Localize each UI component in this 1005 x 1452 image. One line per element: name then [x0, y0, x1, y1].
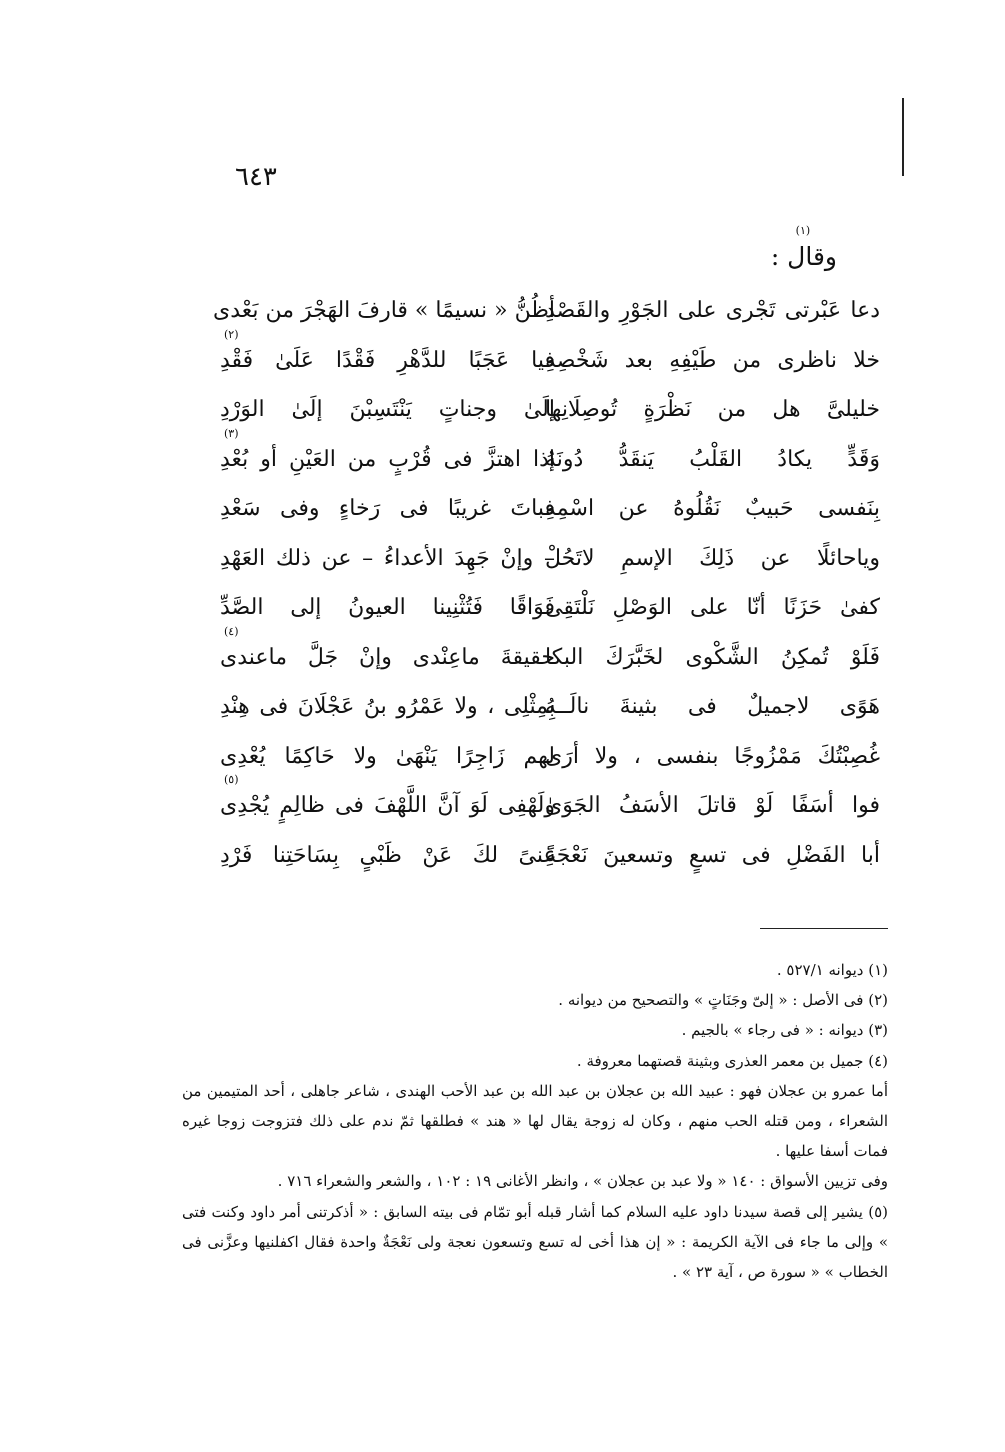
verse-first-hemistich: خلا ناظرى من طَيْفِهِ بعد شَخْصِهِ: [545, 347, 880, 373]
verse-second-hemistich: بِمِثْلِى ، ولا عَمْرُو بنُ عَجْلَانَ فى هِنْدِ: [220, 694, 555, 719]
footnote: (٣) ديوانه : « فى رجاء » بالجيم .: [681, 1021, 888, 1040]
verse-line: [150, 686, 880, 736]
verse-line: [150, 587, 880, 637]
verse-second-hemistich: إلَىٰ وجناتٍ يَنْتَسِبْنَ إلَىٰ الوَرْدِ: [220, 397, 555, 422]
verse-line: [150, 835, 880, 885]
verse-first-hemistich: كفىٰ حَزَنًا أنّا على الوَصْلِ نَلْتَقِى: [545, 595, 880, 620]
verse-first-hemistich: وياحائلًا عن ذَلِكَ الإسمِ لاتَحُلْ: [545, 545, 880, 571]
intro-text: وقال :: [770, 242, 837, 271]
footnote-marker: (٤): [224, 624, 239, 638]
intro-footnote-ref: (١): [795, 224, 811, 237]
footnote-marker: (٥): [224, 773, 239, 786]
margin-rule: [902, 98, 904, 176]
verse-first-hemistich: هَوًى لاجميلٌ فى بثينةَ نالَــهُ: [545, 694, 880, 719]
verse-first-hemistich: أبا الفَضْلِ فى تسعٍ وتسعينَ نَعْجَةً: [545, 842, 880, 868]
footnote-marker: (٢): [224, 327, 239, 341]
verse-second-hemistich: غِنىً لكَ عَنْ ظَبْىٍ بِسَاحَتِنا فَرْدِ: [220, 842, 555, 868]
footnote: (٢) فى الأصل : « إلىّ وجَنَاتٍ » والتصحيح من ديوانه .: [558, 991, 888, 1010]
footnote: (١) ديوانه ٥٢٧/١ .: [776, 961, 888, 979]
verse-line: [150, 488, 880, 538]
footnote: أما عمرو بن عجلان فهو : عبيد الله بن عجلان بن عبد الله بن عبد الأحب الهندى ، شاعر جاهلى ، أحد المتيمين من الشعراء ، ومن قتله الحب منهم ، وكان له زوجة يقال لها « هند » فطلقها ثمّ ندم على ذلك فتزوجت زوجا غيره فمات أسفا عليها .: [182, 1081, 888, 1161]
page-number: ٦٤٣: [235, 162, 277, 192]
verse-second-hemistich: ولَهْفِى لَوَ آنَّ اللَّهْفَ فى ظالِمٍ يُجْدِى: [220, 793, 555, 818]
footnote-separator: [760, 928, 888, 929]
footnote: (٤) جميل بن معمر العذرى وبثينة قصتهما معروفة .: [576, 1051, 888, 1070]
footnote: (٥) يشير إلى قصة سيدنا داود عليه السلام كما أشار قبله أبو تمّام فى بيته السابق : « أذكرتنى أمر داود وكنت فتى » وإلى ما جاء فى الآية الكريمة : « إن هذا أخى له تسع وتسعون نعجة ولى نَعْجَةٌ واحدة فقال اكفلنيها وعزَّنى فى الخطاب » « سورة ص ، آية ٢٣ » .: [182, 1202, 888, 1282]
verse-line: [150, 389, 880, 439]
verse-line: [150, 290, 880, 340]
verse-first-hemistich: وَقَدٍّ يكادُ القَلْبُ يَنقَدُّ دُونَهُ: [545, 446, 880, 472]
footnotes: [182, 955, 888, 1287]
verse-second-hemistich: فَوَاقًا فَتُثْنِينا العيونُ إلى الصَّدِّ: [220, 595, 555, 620]
poem: [150, 290, 880, 884]
verse-second-hemistich: إذا اهتزَّ فى قُرْبٍ من العَيْنِ أو بُعْدِ: [220, 446, 555, 472]
verse-line: [150, 736, 880, 786]
verse-line: [150, 426, 880, 489]
verse-second-hemistich: فباتَ غريبًا فى رَخاءٍ وفى سَعْدِ: [220, 496, 555, 521]
verse-line: [150, 538, 880, 588]
poem-intro: [771, 224, 837, 276]
verse-first-hemistich: بِنَفسى حَبيبٌ نَقُلُوهُ عن اسْمِهِ: [545, 496, 880, 521]
footnote: وفى تزيين الأسواق : ١٤٠ « ولا عبد بن عجلان » ، وانظر الأغانى ١٩ : ١٠٢ ، والشعر والشعراء ٧١٦ .: [277, 1172, 888, 1191]
verse-line: [150, 624, 880, 687]
verse-second-hemistich: فيا عَجَبًا للدَّهْرِ فَقْدًا عَلَىٰ فَقْدِ: [220, 347, 555, 373]
verse-line: [150, 327, 880, 390]
verse-first-hemistich: فوا أسَفًا لَوْ قاتلَ الأسَفُ الجَوَىٰ: [545, 793, 880, 818]
verse-first-hemistich: فَلَوْ تُمكِنُ الشَّكْوى لخَبَّرَكَ البكا: [545, 644, 880, 670]
verse-second-hemistich: أظُنُّ « نسيمًا » قارفَ الهَجْرَ من بَعْدى: [212, 298, 555, 323]
verse-line: [150, 773, 880, 835]
footnote-marker: (٣): [224, 426, 239, 440]
verse-first-hemistich: دعا عَبْرتى تَجْرى على الجَوْرِ والقَصْدِ: [545, 298, 880, 323]
verse-second-hemistich: – وإنْ جَهِدَ الأعداءُ – عن ذلك العَهْدِ: [220, 545, 555, 571]
verse-first-hemistich: غُصِبْتُكَ مَمْزُوجًا بنفسى ، ولا أرَى: [545, 743, 880, 769]
verse-second-hemistich: لهم زَاجِرًا يَنْهَىٰ ولا حَاكِمًا يُعْدِى: [220, 743, 555, 769]
verse-second-hemistich: حقيقةَ ماعِنْدى وإنْ جَلَّ ماعندى: [220, 644, 555, 670]
verse-first-hemistich: خليلىَّ هل من نَظْرَةٍ تُوصِلَانِها: [545, 397, 880, 422]
